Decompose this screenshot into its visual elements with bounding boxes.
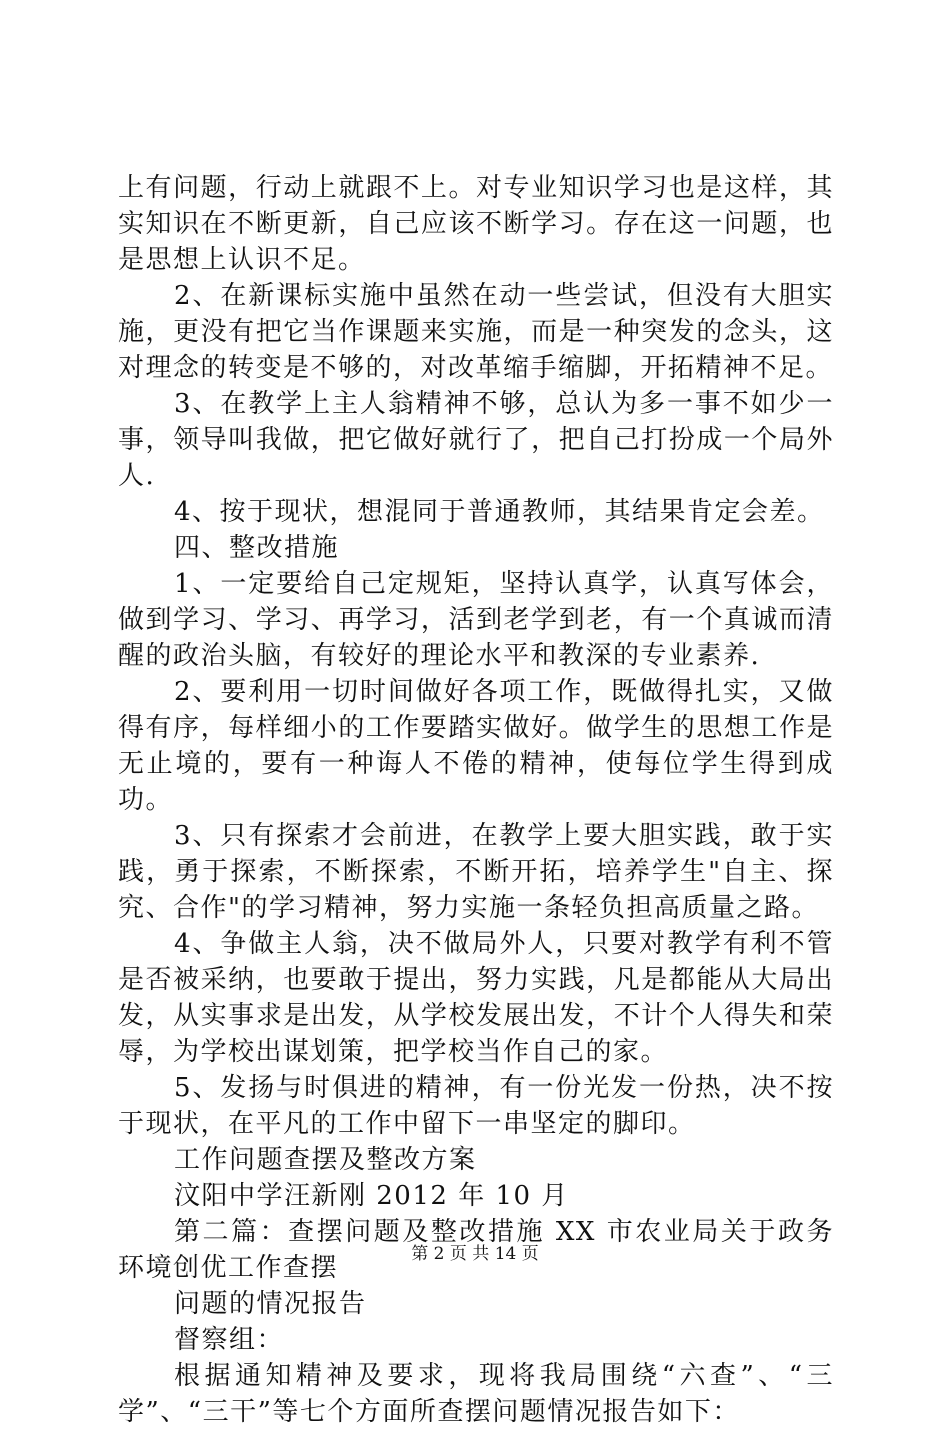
document-body: [118, 170, 834, 1430]
paragraph-problem-4: 4、按于现状，想混同于普通教师，其结果肯定会差。: [174, 497, 825, 527]
paragraph-continuation: 上有问题，行动上就跟不上。对专业知识学习也是这样，其实知识在不断更新，自己应该不断学习。存在这一问题，也是思想上认识不足。: [118, 173, 834, 275]
paragraph-measure-3: 3、只有探索才会前进，在教学上要大胆实践，敢于实践，勇于探索，不断探索，不断开拓，培养学生"自主、探究、合作"的学习精神，努力实施一条轻负担高质量之路。: [118, 821, 834, 923]
paragraph-report-intro: 根据通知精神及要求，现将我局围绕“六查”、“三学”、“三干”等七个方面所查摆问题情况报告如下：: [118, 1361, 834, 1427]
section-heading-rectification: 四、整改措施: [174, 533, 340, 563]
paragraph-measure-1: 1、一定要给自己定规矩，坚持认真学，认真写体会，做到学习、学习、再学习，活到老学到老，有一个真诚而清醒的政治头脑，有较好的理论水平和教深的专业素养.: [118, 569, 834, 671]
page-number-footer: 第 2 页 共 14 页: [411, 1244, 539, 1264]
part-two-heading: 第二篇：查摆问题及整改措施 XX 市农业局关于政务环境创优工作查摆: [118, 1217, 834, 1283]
paragraph-measure-2: 2、要利用一切时间做好各项工作，既做得扎实，又做得有序，每样细小的工作要踏实做好。做学生的思想工作是无止境的，要有一种诲人不倦的精神，使每位学生得到成功。: [118, 677, 834, 815]
paragraph-measure-4: 4、争做主人翁，决不做局外人，只要对教学有利不管是否被采纳，也要敢于提出，努力实践，凡是都能从大局出发，从实事求是出发，从学校发展出发，不计个人得失和荣辱，为学校出谋划策，把学校当作自己的家。: [118, 929, 834, 1067]
part-two-subtitle: 问题的情况报告: [174, 1289, 367, 1319]
paragraph-problem-3: 3、在教学上主人翁精神不够，总认为多一事不如少一事，领导叫我做，把它做好就行了，把自己打扮成一个局外人.: [118, 389, 834, 491]
paragraph-measure-5: 5、发扬与时俱进的精神，有一份光发一份热，决不按于现状，在平凡的工作中留下一串坚定的脚印。: [118, 1073, 834, 1139]
author-date-line: 汶阳中学汪新刚 2012 年 10 月: [174, 1181, 569, 1211]
document-title-line: 工作问题查摆及整改方案: [174, 1145, 477, 1175]
salutation-line: 督察组：: [174, 1325, 285, 1355]
paragraph-problem-2: 2、在新课标实施中虽然在动一些尝试，但没有大胆实施，更没有把它当作课题来实施，而是一种突发的念头，这对理念的转变是不够的，对改革缩手缩脚，开拓精神不足。: [118, 281, 834, 383]
